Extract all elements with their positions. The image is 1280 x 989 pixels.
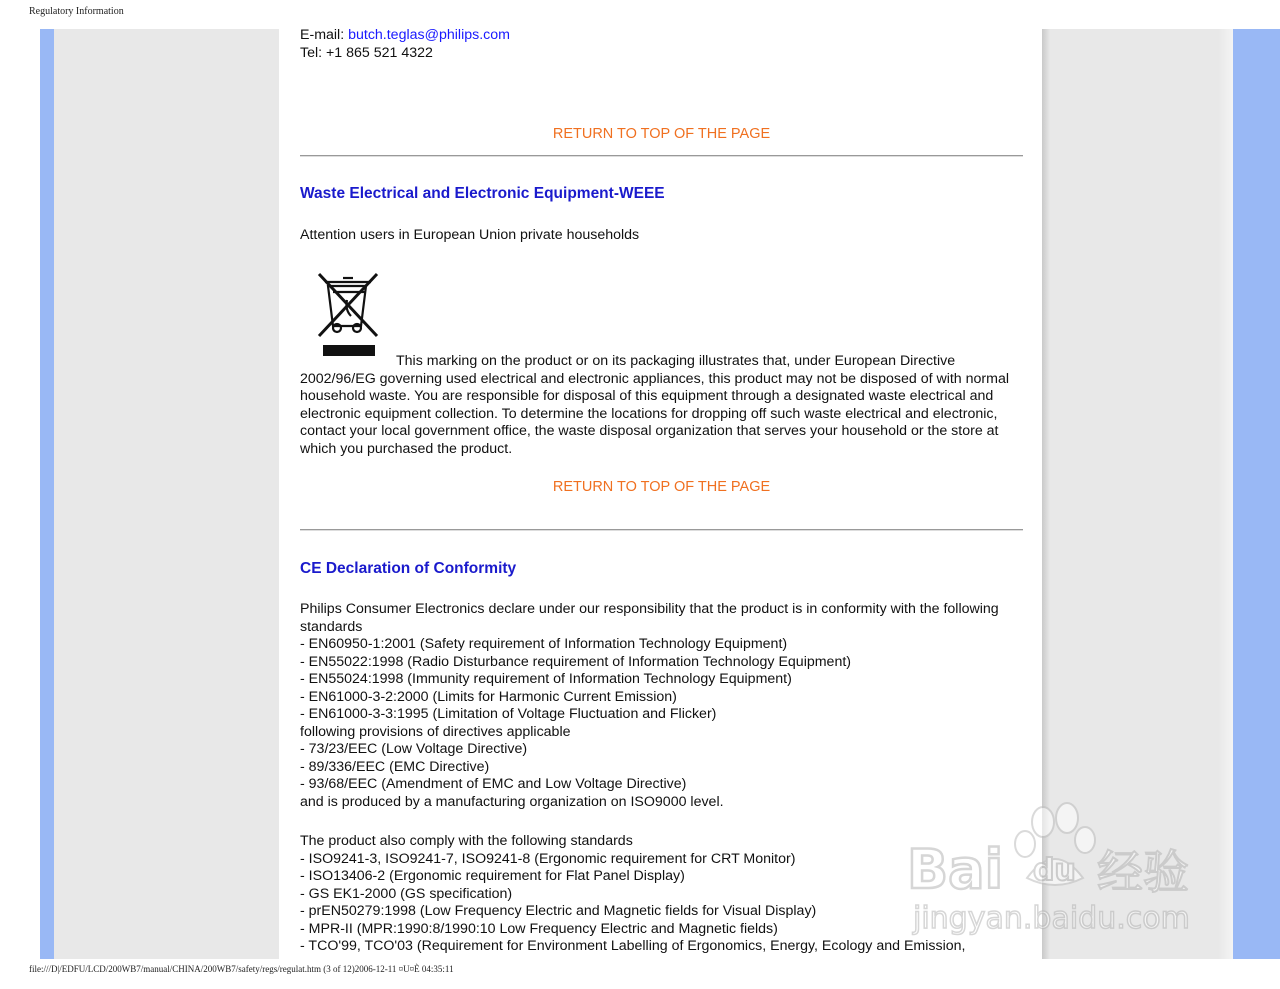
return-to-top-link-2[interactable]: RETURN TO TOP OF THE PAGE: [552, 479, 771, 495]
left-gray-panel: [54, 29, 279, 959]
email-label: E-mail:: [300, 27, 349, 43]
print-header: Regulatory Information: [29, 6, 124, 17]
watermark-brand: Bai: [907, 838, 1004, 901]
weee-intro: Attention users in European Union private households: [300, 227, 640, 243]
ce-line: and is produced by a manufacturing organization on ISO9000 level.: [300, 793, 724, 810]
contact-info: [300, 27, 1030, 62]
ce-line: - 93/68/EEC (Amendment of EMC and Low Voltage Directive): [300, 776, 687, 792]
watermark-brand-du: du: [1033, 853, 1076, 888]
ce-line: - EN60950-1:2001 (Safety requirement of Information Technology Equipment): [300, 636, 788, 652]
standard-line: - GS EK1-2000 (GS specification): [300, 885, 513, 902]
left-accent-bar: [40, 29, 54, 959]
standard-line: - TCO'99, TCO'03 (Requirement for Environment Labelling of Ergonomics, Energy, Ecology and Emission,: [300, 938, 966, 954]
watermark-chinese: 经验: [1097, 845, 1189, 899]
weee-body: This marking on the product or on its packaging illustrates that, under European Directive 2002/96/EG governing used electrical and electronic appliances, this product may not be disposed of with normal household waste. You are responsible for disposal of this equipment through a designated waste electrical and electronic equipment collection. To determine the locations for dropping off such waste electrical and electronic, contact your local government office, the waste disposal organization that serves your household or the store at which you purchased the product.: [300, 353, 1010, 457]
return-to-top-link-1[interactable]: RETURN TO TOP OF THE PAGE: [552, 126, 771, 142]
ce-line: - EN55024:1998 (Immunity requirement of Information Technology Equipment): [300, 671, 792, 687]
ce-line: Philips Consumer Electronics declare under our responsibility that the product is in conformity with the following: [300, 601, 999, 617]
watermark-url: jingyan.baidu.com: [913, 901, 1190, 936]
weee-heading: Waste Electrical and Electronic Equipment-WEEE: [300, 185, 665, 202]
right-accent-bar: [1233, 29, 1280, 959]
ce-line: standards: [300, 618, 363, 635]
ce-heading: CE Declaration of Conformity: [300, 560, 517, 577]
email-link[interactable]: butch.teglas@philips.com: [348, 27, 510, 43]
email-line: [300, 27, 1030, 45]
divider-1: [300, 155, 1023, 157]
ce-line: following provisions of directives applicable: [300, 723, 571, 740]
crossed-out-wheelie-bin-icon: [313, 270, 383, 358]
divider-2: [300, 529, 1023, 531]
tel-line: Tel: +1 865 521 4322: [300, 44, 433, 61]
standard-line: - prEN50279:1998 (Low Frequency Electric and Magnetic fields for Visual Display): [300, 903, 817, 919]
ce-declaration: [300, 601, 1030, 811]
standard-line: - MPR-II (MPR:1990:8/1990:10 Low Frequency Electric and Magnetic fields): [300, 920, 778, 937]
ce-line: - EN61000-3-2:2000 (Limits for Harmonic Current Emission): [300, 688, 677, 705]
ce-line: - EN61000-3-3:1995 (Limitation of Voltage Fluctuation and Flicker): [300, 706, 717, 722]
ce-line: - 89/336/EEC (EMC Directive): [300, 758, 490, 775]
standard-line: - ISO13406-2 (Ergonomic requirement for Flat Panel Display): [300, 868, 685, 884]
print-footer: file:///D|/EDFU/LCD/200WB7/manual/CHINA/200WB7/safety/regs/regulat.htm (3 of 12)2006-12-11 ¤U¤È 04:35:11: [29, 964, 454, 974]
standard-line: The product also comply with the following standards: [300, 833, 633, 849]
standard-line: - ISO9241-3, ISO9241-7, ISO9241-8 (Ergonomic requirement for CRT Monitor): [300, 850, 796, 867]
baidu-watermark: [905, 800, 1205, 940]
ce-line: - EN55022:1998 (Radio Disturbance requirement of Information Technology Equipment): [300, 653, 851, 670]
ce-line: - 73/23/EEC (Low Voltage Directive): [300, 741, 528, 757]
